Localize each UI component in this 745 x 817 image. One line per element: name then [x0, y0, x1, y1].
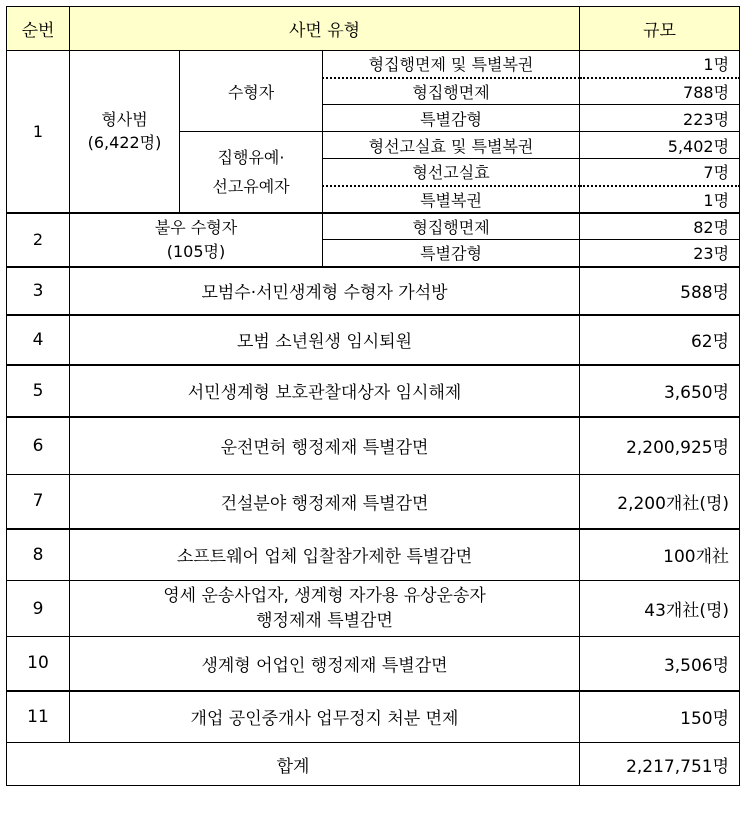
table-row	[7, 581, 740, 637]
category-cell	[70, 51, 180, 213]
category-label: 불우 수형자	[154, 218, 238, 238]
row-value: 3,650명	[580, 365, 740, 417]
subgroup-label: 집행유예·	[217, 147, 285, 167]
subgroup-label-2: 선고유예자	[212, 176, 290, 196]
item-value: 82명	[580, 213, 740, 240]
row-no: 1	[7, 51, 70, 213]
total-value: 2,217,751명	[580, 743, 740, 786]
row-no: 11	[7, 691, 70, 743]
row-desc: 운전면허 행정제재 특별감면	[70, 417, 580, 475]
item-label: 특별감형	[323, 240, 580, 267]
table-row	[7, 417, 740, 475]
row-desc: 개업 공인중개사 업무정지 처분 면제	[70, 691, 580, 743]
item-value: 788명	[580, 78, 740, 105]
item-value: 5,402명	[580, 132, 740, 159]
category-label: 형사범	[101, 110, 148, 130]
category-count: (6,422명)	[87, 133, 162, 153]
row-no: 7	[7, 475, 70, 529]
table-row	[7, 213, 740, 240]
row-no: 9	[7, 581, 70, 637]
subgroup-cell	[180, 132, 323, 213]
row-value: 588명	[580, 267, 740, 315]
subgroup-label: 수형자	[180, 51, 323, 132]
row-value: 43개社(명)	[580, 581, 740, 637]
row-desc: 소프트웨어 업체 입찰참가제한 특별감면	[70, 529, 580, 581]
row-no: 2	[7, 213, 70, 267]
header-no: 순번	[7, 7, 70, 51]
category-cell	[70, 213, 323, 267]
item-label: 형집행면제 및 특별복권	[323, 51, 580, 78]
item-label: 형집행면제	[323, 78, 580, 105]
table-row	[7, 529, 740, 581]
header-scale: 규모	[580, 7, 740, 51]
row-no: 8	[7, 529, 70, 581]
row-desc: 영세 운송사업자, 생계형 자가용 유상운송자	[163, 585, 486, 606]
item-label: 형집행면제	[323, 213, 580, 240]
item-label: 형선고실효 및 특별복권	[323, 132, 580, 159]
row-value: 2,200,925명	[580, 417, 740, 475]
table-row	[7, 267, 740, 315]
category-count: (105명)	[166, 241, 226, 261]
item-label: 특별감형	[323, 105, 580, 132]
row-desc: 서민생계형 보호관찰대상자 임시해제	[70, 365, 580, 417]
row-desc: 건설분야 행정제재 특별감면	[70, 475, 580, 529]
table-row	[7, 365, 740, 417]
row-no: 10	[7, 637, 70, 691]
total-label: 합계	[7, 743, 580, 786]
row-value: 3,506명	[580, 637, 740, 691]
row-desc: 생계형 어업인 행정제재 특별감면	[70, 637, 580, 691]
row-value: 2,200개社(명)	[580, 475, 740, 529]
row-no: 6	[7, 417, 70, 475]
item-label: 형선고실효	[323, 159, 580, 186]
row-desc: 모범수·서민생계형 수형자 가석방	[70, 267, 580, 315]
item-value: 223명	[580, 105, 740, 132]
table-row	[7, 51, 740, 78]
row-value: 62명	[580, 315, 740, 365]
row-value: 150명	[580, 691, 740, 743]
item-value: 1명	[580, 51, 740, 78]
item-value: 1명	[580, 186, 740, 213]
total-row	[7, 743, 740, 786]
row-desc: 모범 소년원생 임시퇴원	[70, 315, 580, 365]
table-row	[7, 637, 740, 691]
header-type: 사면 유형	[70, 7, 580, 51]
row-desc-2: 행정제재 특별감면	[256, 610, 393, 631]
table-row	[7, 475, 740, 529]
item-value: 7명	[580, 159, 740, 186]
item-label: 특별복권	[323, 186, 580, 213]
row-desc-cell	[70, 581, 580, 637]
table-row	[7, 315, 740, 365]
pardon-summary-table	[6, 6, 740, 786]
row-no: 5	[7, 365, 70, 417]
row-no: 3	[7, 267, 70, 315]
row-no: 4	[7, 315, 70, 365]
row-value: 100개社	[580, 529, 740, 581]
table-row	[7, 691, 740, 743]
item-value: 23명	[580, 240, 740, 267]
header-row	[7, 7, 740, 51]
